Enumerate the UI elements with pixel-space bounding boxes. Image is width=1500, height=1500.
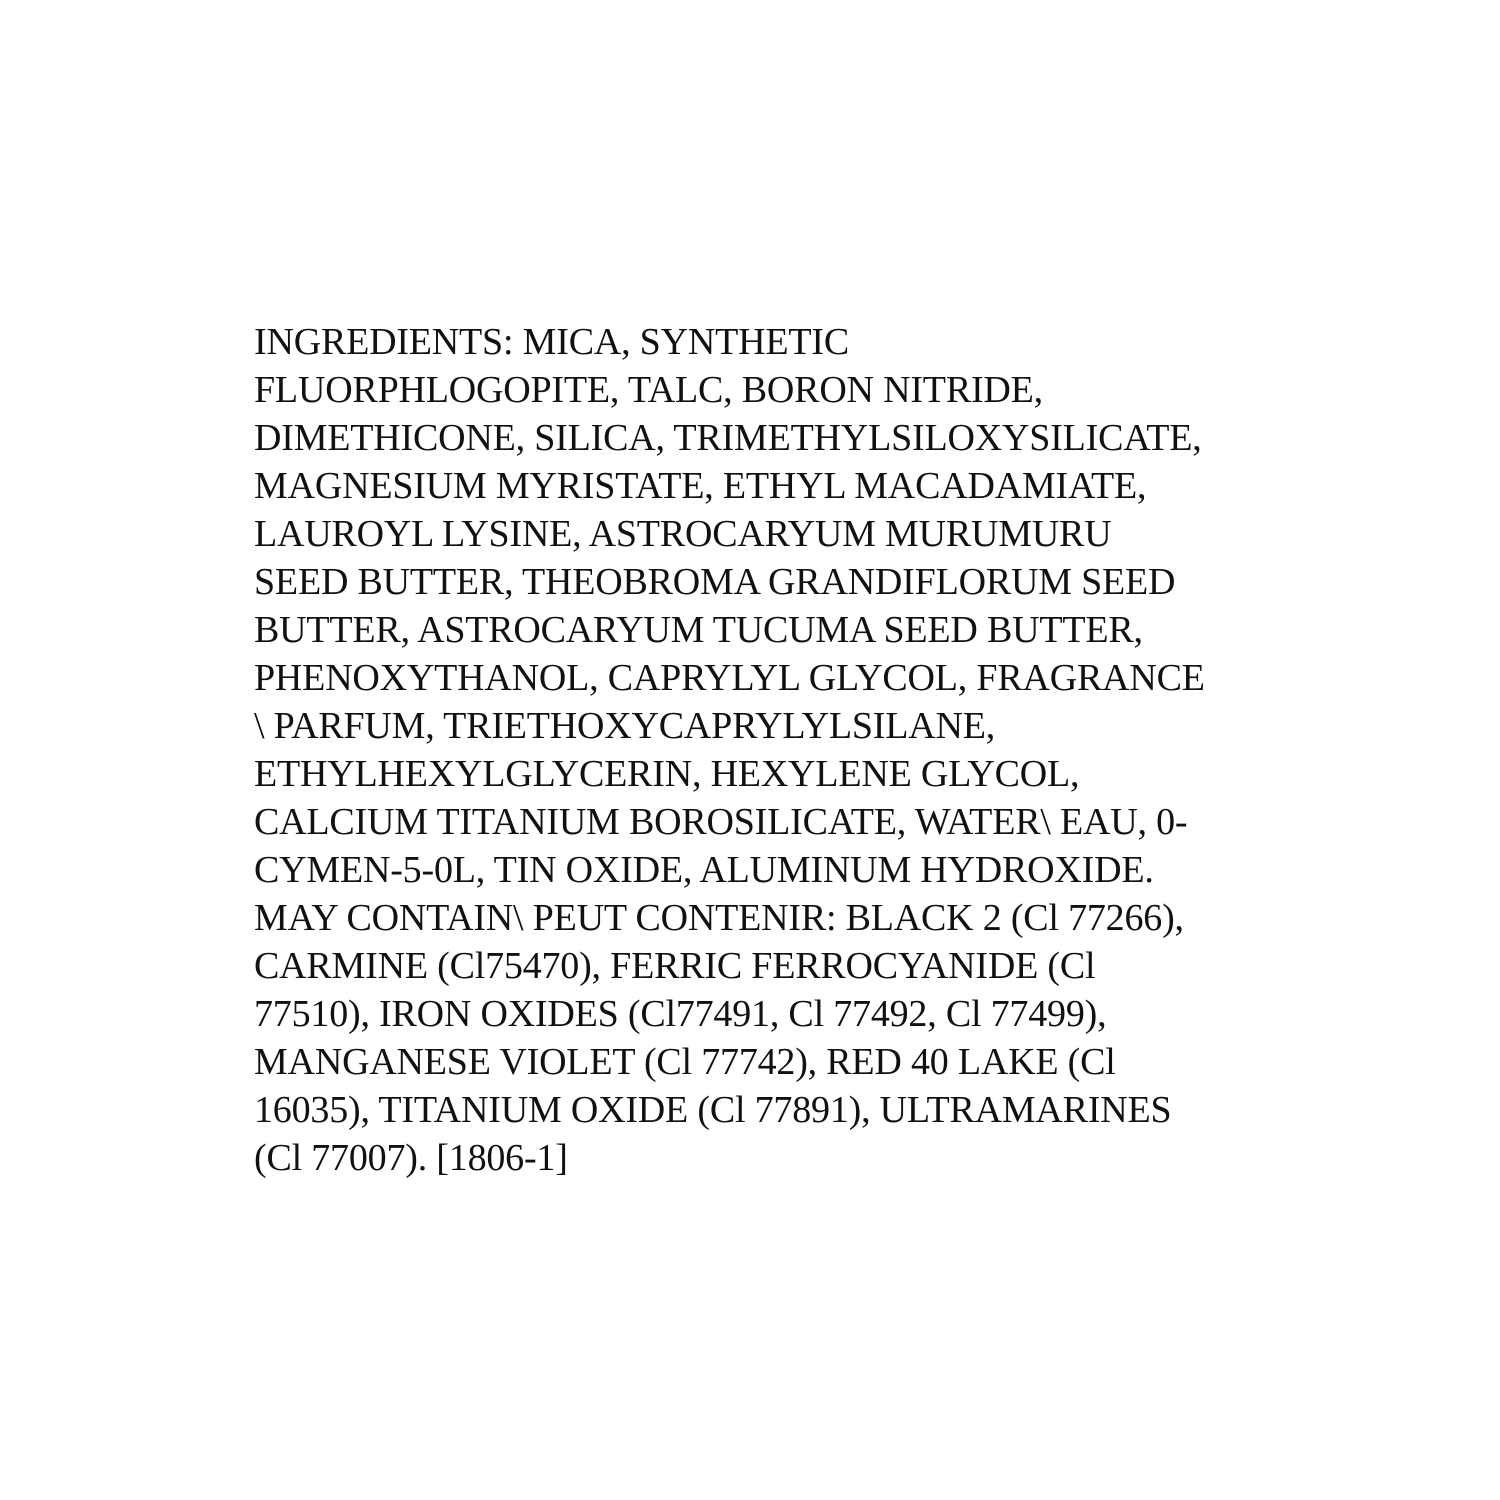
ingredients-line: ETHYLHEXYLGLYCERIN, HEXYLENE GLYCOL, bbox=[254, 753, 1080, 795]
ingredients-line: MAGNESIUM MYRISTATE, ETHYL MACADAMIATE, bbox=[254, 465, 1147, 507]
may-contain-line: 16035), TITANIUM OXIDE (Cl 77891), ULTRAMARINES bbox=[254, 1089, 1172, 1131]
ingredients-line: PHENOXYTHANOL, CAPRYLYL GLYCOL, FRAGRANCE bbox=[254, 657, 1205, 699]
may-contain-line: MAY CONTAIN\ PEUT CONTENIR: BLACK 2 (Cl 77266), bbox=[254, 897, 1184, 939]
ingredients-text-block bbox=[254, 318, 1314, 1182]
ingredients-line: FLUORPHLOGOPITE, TALC, BORON NITRIDE, bbox=[254, 369, 1043, 411]
ingredients-line: DIMETHICONE, SILICA, TRIMETHYLSILOXYSILICATE, bbox=[254, 417, 1202, 459]
may-contain-line: (Cl 77007). [1806-1] bbox=[254, 1137, 568, 1179]
may-contain-line: 77510), IRON OXIDES (Cl77491, Cl 77492, Cl 77499), bbox=[254, 993, 1107, 1035]
may-contain-line: MANGANESE VIOLET (Cl 77742), RED 40 LAKE (Cl bbox=[254, 1041, 1116, 1083]
ingredients-line: \ PARFUM, TRIETHOXYCAPRYLYLSILANE, bbox=[254, 705, 996, 747]
ingredients-line: INGREDIENTS: MICA, SYNTHETIC bbox=[254, 321, 849, 363]
ingredients-line: BUTTER, ASTROCARYUM TUCUMA SEED BUTTER, bbox=[254, 609, 1143, 651]
may-contain-line: CARMINE (Cl75470), FERRIC FERROCYANIDE (Cl bbox=[254, 945, 1096, 987]
ingredients-line: CYMEN-5-0L, TIN OXIDE, ALUMINUM HYDROXIDE. bbox=[254, 849, 1154, 891]
ingredients-line: LAUROYL LYSINE, ASTROCARYUM MURUMURU bbox=[254, 513, 1112, 555]
ingredients-line: CALCIUM TITANIUM BOROSILICATE, WATER\ EAU, 0- bbox=[254, 801, 1188, 843]
ingredients-line: SEED BUTTER, THEOBROMA GRANDIFLORUM SEED bbox=[254, 561, 1176, 603]
